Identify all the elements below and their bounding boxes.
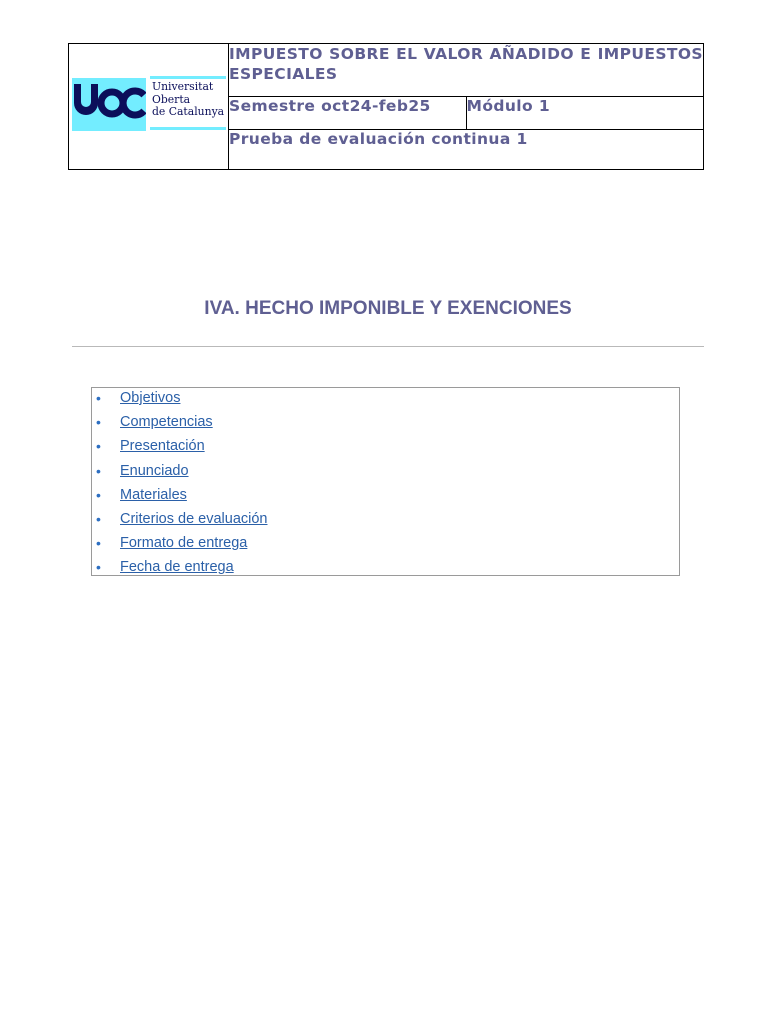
header-table [68, 43, 704, 170]
title-divider [72, 346, 704, 347]
toc-item-competencias [92, 412, 679, 436]
uoc-logo-mark [72, 78, 146, 131]
bullet-icon: • [96, 535, 101, 552]
document-title: IVA. HECHO IMPONIBLE Y EXENCIONES [204, 298, 572, 319]
toc-link-enunciado[interactable]: Enunciado [120, 462, 189, 479]
toc-item-objetivos [92, 388, 679, 412]
bullet-icon: • [96, 510, 101, 527]
toc-link-formato[interactable]: Formato de entrega [120, 535, 248, 552]
bullet-icon: • [96, 462, 101, 479]
bullet-icon: • [96, 390, 101, 406]
uoc-logo [70, 76, 227, 136]
bullet-icon: • [96, 559, 101, 576]
bullet-icon: • [96, 438, 101, 455]
table-of-contents [91, 387, 680, 576]
toc-list [92, 388, 679, 582]
logo-cell [69, 44, 229, 170]
toc-item-enunciado [92, 461, 679, 485]
subject-title: IMPUESTO SOBRE EL VALOR AÑADIDO E IMPUESTOS ESPECIALES [229, 44, 704, 97]
toc-item-fecha [92, 557, 679, 581]
module-label: Módulo 1 [466, 97, 704, 130]
toc-link-objetivos[interactable]: Objetivos [120, 390, 181, 406]
toc-link-materiales[interactable]: Materiales [120, 486, 187, 503]
toc-link-fecha[interactable]: Fecha de entrega [120, 559, 234, 576]
logo-line-bottom [150, 127, 226, 130]
toc-item-materiales [92, 485, 679, 509]
toc-item-criterios [92, 509, 679, 533]
logo-university-name: Universitat Oberta de Catalunya [152, 80, 225, 118]
semester-label: Semestre oct24-feb25 [229, 97, 467, 130]
bullet-icon: • [96, 486, 101, 503]
toc-item-formato [92, 533, 679, 557]
toc-link-criterios[interactable]: Criterios de evaluación [120, 510, 268, 527]
assessment-label: Prueba de evaluación continua 1 [229, 130, 704, 170]
toc-link-presentacion[interactable]: Presentación [120, 438, 205, 455]
logo-line-top [150, 76, 226, 79]
bullet-icon: • [96, 414, 101, 431]
toc-link-competencias[interactable]: Competencias [120, 414, 213, 431]
toc-item-presentacion [92, 436, 679, 460]
